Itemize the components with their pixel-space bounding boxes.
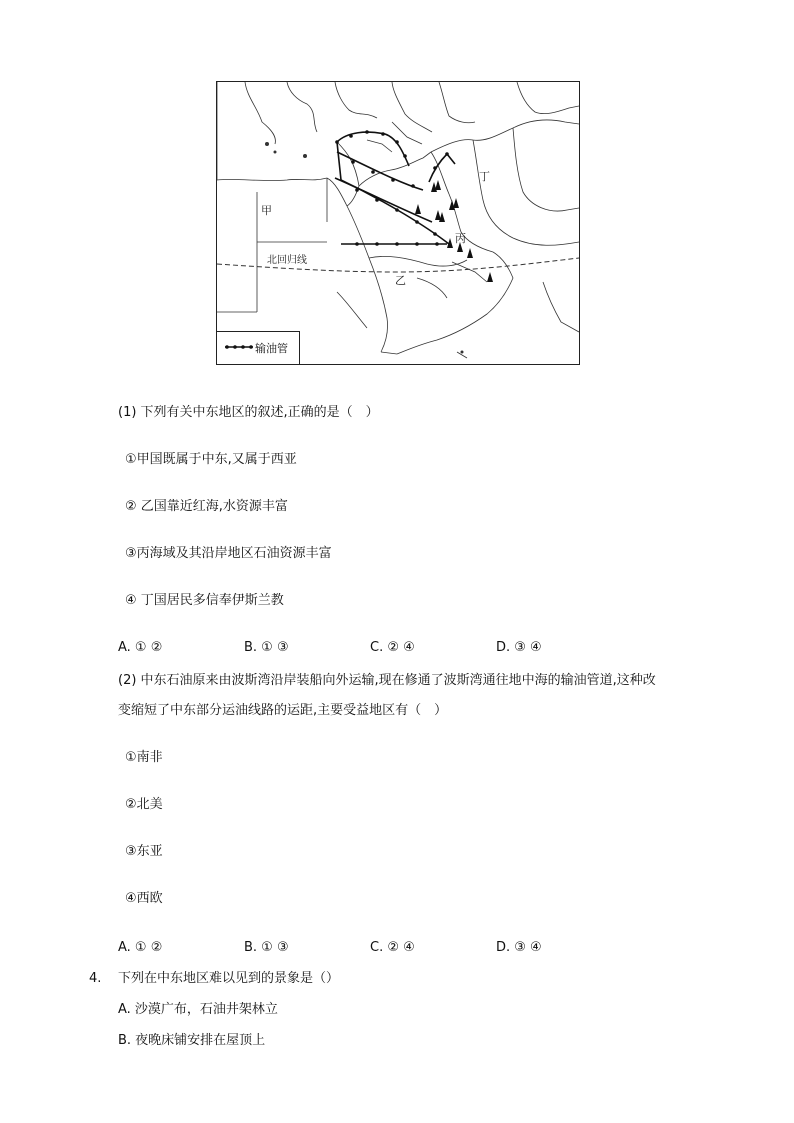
map-label-yi: 乙 <box>395 274 406 287</box>
q2-item-3: ③东亚 <box>125 844 163 859</box>
q2-item-2: ②北美 <box>125 797 163 812</box>
q2-stem-line-2: 变缩短了中东部分运油线路的运距,主要受益地区有（ ） <box>118 703 448 718</box>
map-label-jia: 甲 <box>261 204 272 217</box>
q2-stem-line-1: (2) 中东石油原来由波斯湾沿岸装船向外运输,现在修通了波斯湾通往地中海的输油管道,这种改 <box>118 673 656 688</box>
q4-option-b[interactable]: B. 夜晚床铺安排在屋顶上 <box>118 1033 266 1048</box>
q2-option-c[interactable]: C. ② ④ <box>370 940 415 955</box>
q1-item-4: ④ 丁国居民多信奉伊斯兰教 <box>125 593 284 608</box>
q1-stem: (1) 下列有关中东地区的叙述,正确的是（ ） <box>118 405 379 420</box>
map-label-bing: 丙 <box>455 232 466 245</box>
q2-option-d[interactable]: D. ③ ④ <box>496 940 542 955</box>
q2-item-1: ①南非 <box>125 750 163 765</box>
legend-label: 输油管 <box>255 342 288 355</box>
q1-option-c[interactable]: C. ② ④ <box>370 640 415 655</box>
q4-number: 4. <box>89 971 102 986</box>
q2-item-4: ④西欧 <box>125 891 163 906</box>
q1-item-1: ①甲国既属于中东,又属于西亚 <box>125 452 297 467</box>
q1-option-b[interactable]: B. ① ③ <box>244 640 289 655</box>
pipeline-legend-icon <box>219 332 255 364</box>
map-drawing <box>217 82 579 364</box>
map-label-ding: 丁 <box>479 170 490 183</box>
q1-option-a[interactable]: A. ① ② <box>118 640 163 655</box>
q4-stem: 下列在中东地区难以见到的景象是（） <box>118 971 340 986</box>
q4-option-a[interactable]: A. 沙漠广布，石油井架林立 <box>118 1002 278 1017</box>
map-label-tropic: 北回归线 <box>267 255 307 266</box>
middle-east-map <box>216 81 580 365</box>
q1-item-2: ② 乙国靠近红海,水资源丰富 <box>125 499 288 514</box>
q1-option-d[interactable]: D. ③ ④ <box>496 640 542 655</box>
q1-item-3: ③丙海域及其沿岸地区石油资源丰富 <box>125 546 332 561</box>
q2-option-a[interactable]: A. ① ② <box>118 940 163 955</box>
map-legend <box>217 331 300 364</box>
q2-option-b[interactable]: B. ① ③ <box>244 940 289 955</box>
